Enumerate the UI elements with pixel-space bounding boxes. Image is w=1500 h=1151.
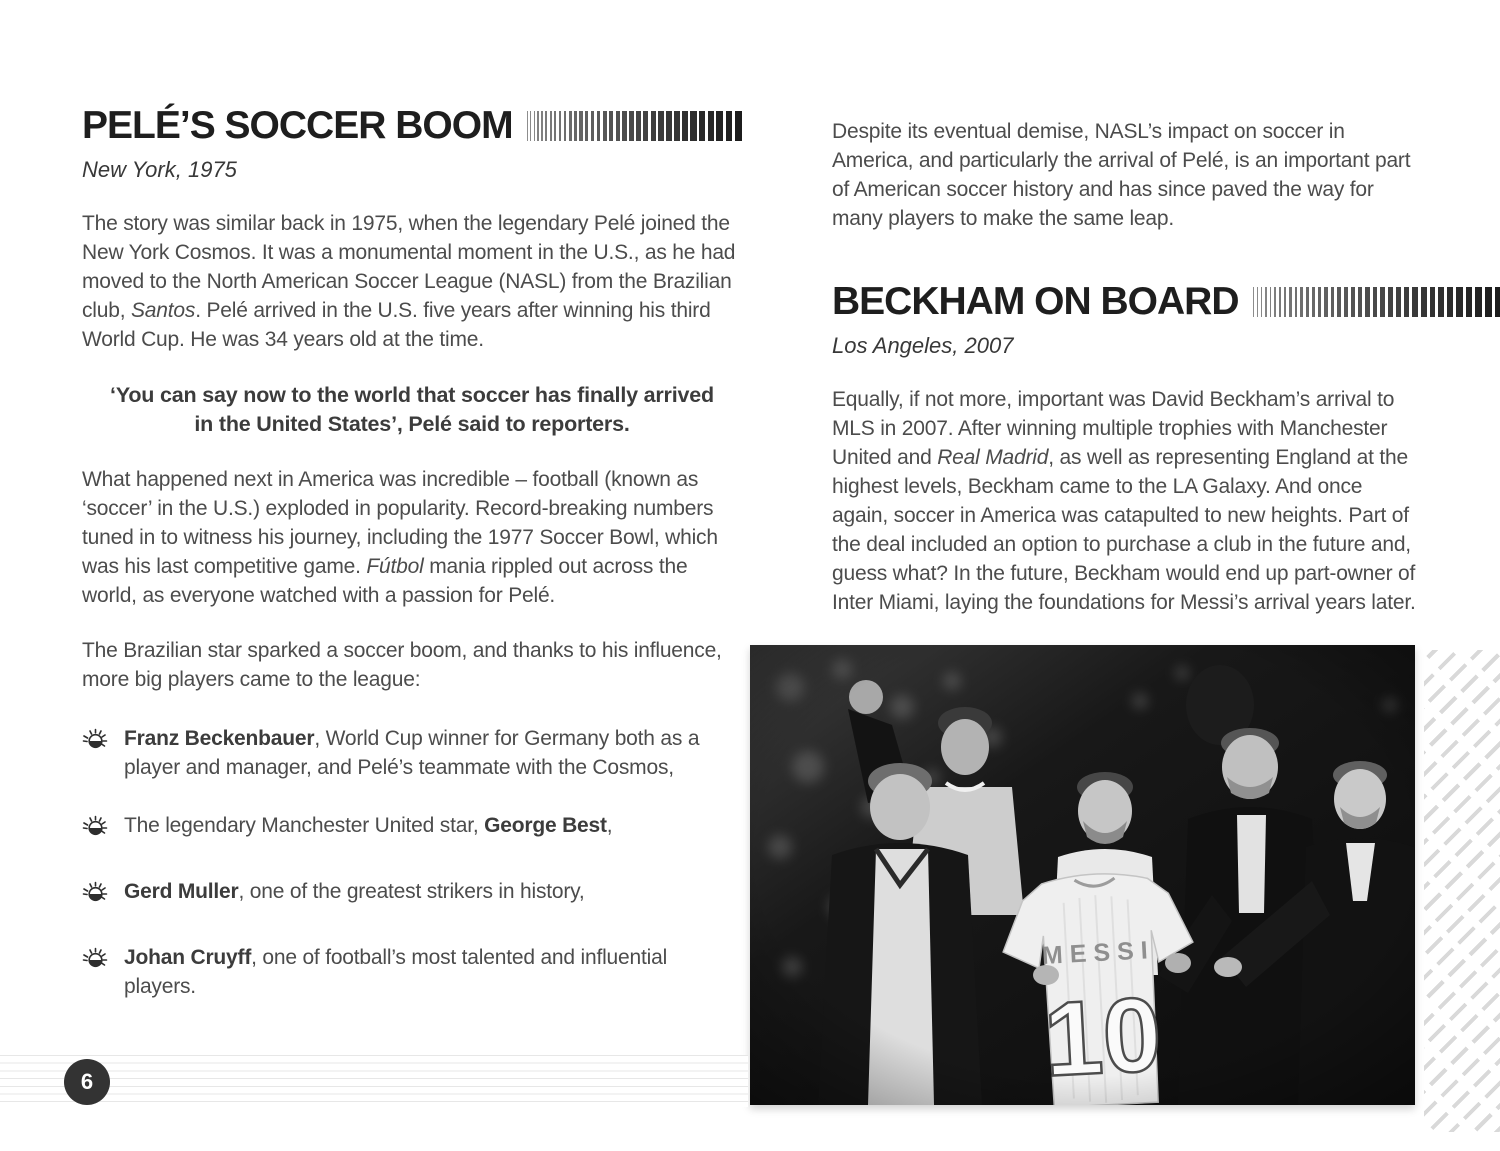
pele-quote: ‘You can say now to the world that soccer has finally arrived in the United States’, Pelé said to reporters.: [110, 383, 714, 436]
paragraph-beckham: Equally, if not more, important was David Beckham’s arrival to MLS in 2007. After winning multiple trophies with Manchester United and Real Madrid, as well as representing England at the highest levels, Beckham came to the LA Galaxy. And once again, soccer in America was catapulted to new heights. Part of the deal included an option to purchase a club in the future and, guess what? In the future, Beckham would end up part-owner of Inter Miami, laying the foundations for Messi’s arrival years later.: [832, 388, 1416, 614]
right-column: [832, 104, 1416, 617]
paragraph-pele-intro: The story was similar back in 1975, when the legendary Pelé joined the New York Cosmos. It was a monumental moment in the U.S., as he had moved to the North American Soccer League (NASL) from the Brazilian club, Santos. Pelé arrived in the U.S. five years after winning his third World Cup. He was 34 years old at the time.: [82, 212, 736, 351]
barcode-decoration-icon: [1253, 287, 1500, 317]
section-heading-beckham: [832, 280, 1500, 324]
paragraph-bullets-lead-in: The Brazilian star sparked a soccer boom, and thanks to his influence, more big players came to the league:: [82, 639, 722, 691]
paragraph-soccer-boom: What happened next in America was incredible – football (known as ‘soccer’ in the U.S.) exploded in popularity. Record-breaking numbers tuned in to witness his journey, including the 1977 Soccer Bowl, which was his last competitive game. Fútbol mania rippled out across the world, as everyone watched with a passion for Pelé.: [82, 468, 718, 607]
section-heading-pele: [82, 104, 742, 148]
list-item-text: Franz Beckenbauer, World Cup winner for Germany both as a player and manager, and Pelé’s teammate with the Cosmos,: [124, 727, 700, 779]
soccer-ball-bullet-icon: [82, 877, 124, 914]
list-item-best: [82, 811, 742, 848]
paragraph-nasl-legacy: Despite its eventual demise, NASL’s impact on soccer in America, and particularly the arrival of Pelé, is an important part of American soccer history and has since paved the way for many players to make the same leap.: [832, 120, 1411, 230]
list-item-muller: [82, 877, 742, 914]
list-item-text: Johan Cruyff, one of football’s most talented and influential players.: [124, 946, 668, 998]
list-item-cruyff: [82, 943, 742, 1001]
left-column: [82, 104, 742, 1030]
soccer-ball-bullet-icon: [82, 724, 124, 761]
barcode-decoration-icon: [527, 111, 742, 141]
list-item-text: The legendary Manchester United star, George Best,: [124, 814, 613, 837]
section-subtitle-pele: New York, 1975: [82, 157, 237, 182]
list-item-beckenbauer: [82, 724, 742, 782]
page-number-badge: [64, 1059, 110, 1105]
players-list: [82, 724, 742, 1001]
soccer-ball-bullet-icon: [82, 811, 124, 848]
pinstripe-pattern: [0, 1055, 748, 1107]
section-subtitle-beckham: Los Angeles, 2007: [832, 333, 1014, 358]
photo-messi-jersey-presentation: [750, 645, 1415, 1105]
soccer-ball-bullet-icon: [82, 943, 124, 980]
page-number: 6: [80, 1069, 94, 1094]
diagonal-dash-pattern: [1424, 650, 1500, 1132]
list-item-text: Gerd Muller, one of the greatest strikers in history,: [124, 880, 585, 903]
section-title-beckham: BECKHAM ON BOARD: [832, 280, 1239, 323]
section-title-pele: PELÉ’S SOCCER BOOM: [82, 104, 513, 147]
